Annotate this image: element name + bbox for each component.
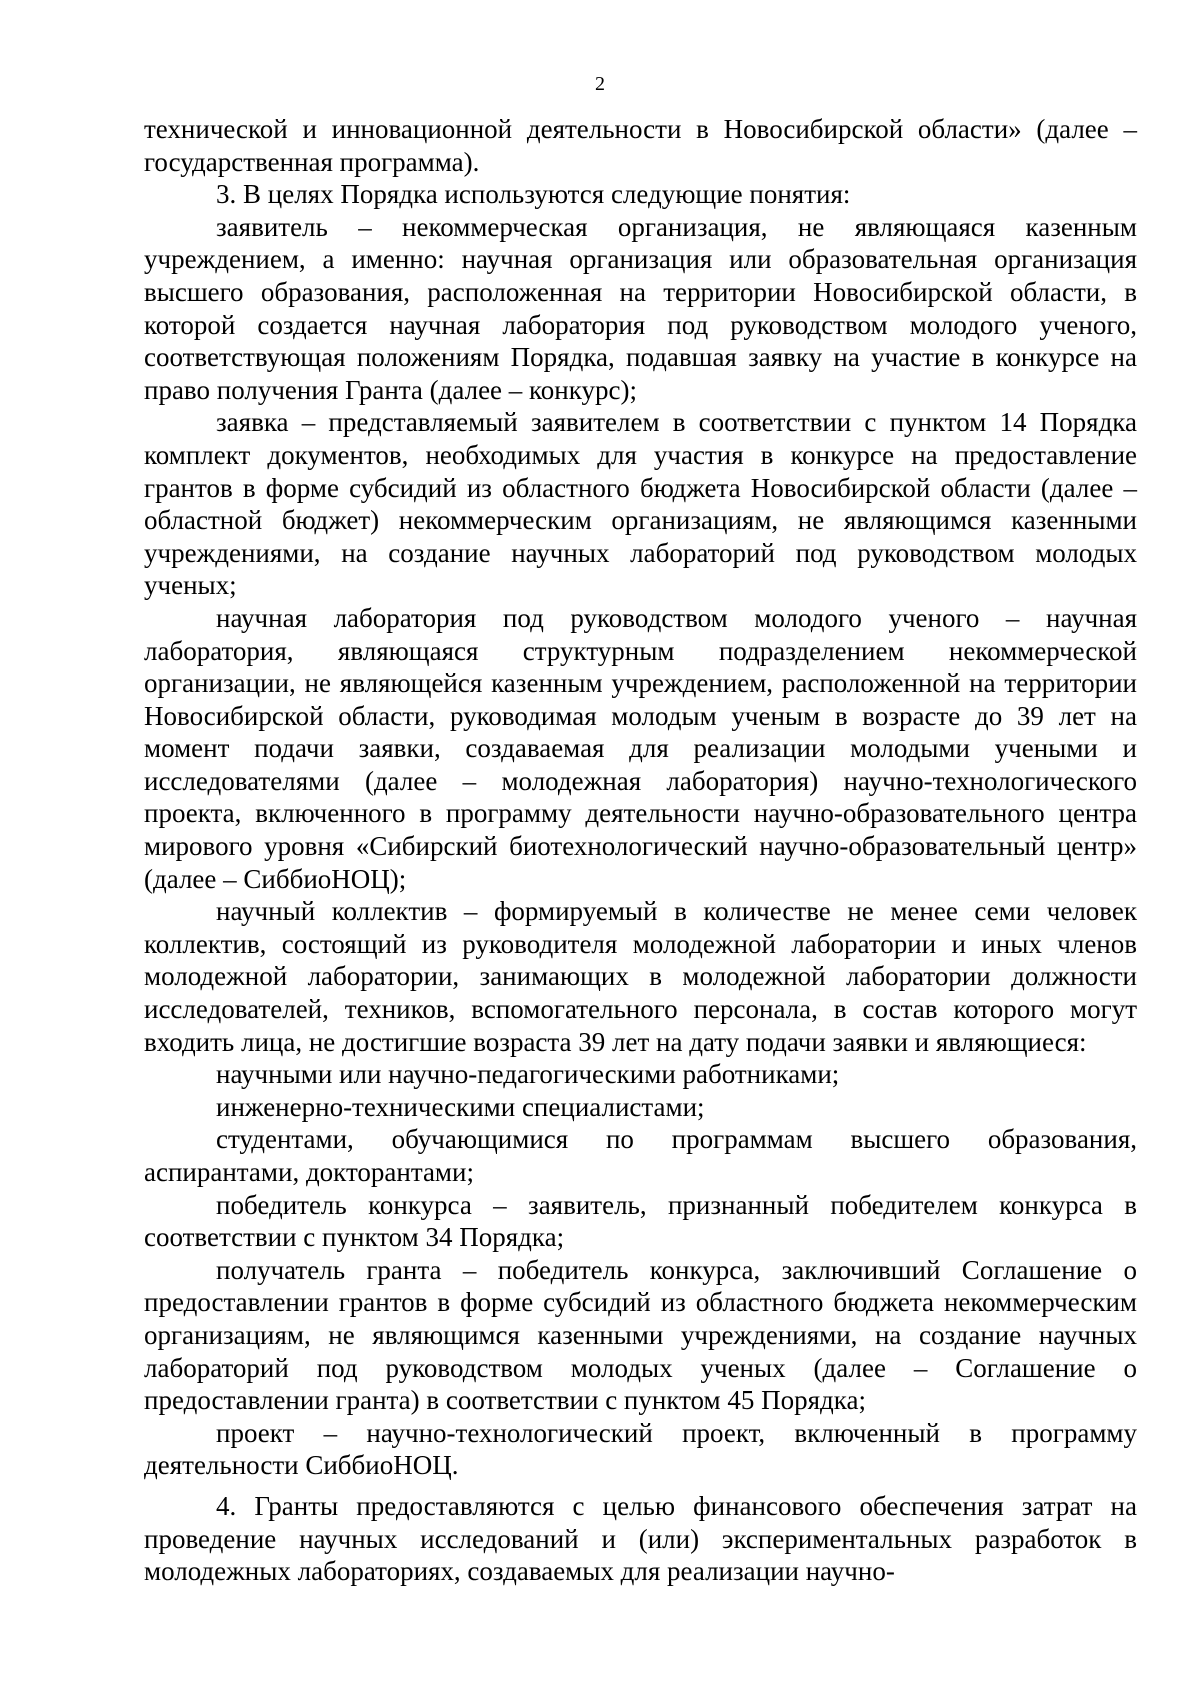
list-item-students: студентами, обучающимися по программам высшего образования, аспирантами, докторантами; — [144, 1124, 1137, 1187]
definition-application: заявка – представляемый заявителем в соответствии с пунктом 14 Порядка комплект документов, необходимых для участия в конкурсе на предоставление грантов в форме субсидий из областного бюджета Новосибирской области (далее – областной бюджет) некоммерческим организациям, не являющимся казенными учреждениями, на создание научных лабораторий под руководством молодых ученых; — [144, 407, 1137, 601]
list-item-researchers: научными или научно-педагогическими работниками; — [216, 1059, 840, 1090]
definition-youth-laboratory: научная лаборатория под руководством молодого ученого – научная лаборатория, являющаяся структурным подразделением некоммерческой организации, не являющейся казенным учреждением, расположенной на территории Новосибирской области, руководимая молодым ученым в возрасте до 39 лет на момент подачи заявки, создаваемая для реализации молодыми учеными и исследователями (далее – молодежная лаборатория) научно-технологического проекта, включенного в программу деятельности научно-образовательного центра мирового уровня «Сибирский биотехнологический научно-образовательный центр» (далее – СиббиоНОЦ); — [144, 602, 1137, 894]
page-number: 2 — [595, 73, 605, 95]
document-body — [144, 113, 1137, 1588]
paragraph-continuation: технической и инновационной деятельности в Новосибирской области» (далее – государственная программа). — [144, 114, 1137, 177]
definition-contest-winner: победитель конкурса – заявитель, признанный победителем конкурса в соответствии с пунктом 34 Порядка; — [144, 1189, 1137, 1253]
paragraph-item-4: 4. Гранты предоставляются с целью финансового обеспечения затрат на проведение научных исследований и (или) экспериментальных разработок в молодежных лабораториях, создаваемых для реализации научно- — [144, 1490, 1137, 1587]
definition-grant-recipient: получатель гранта – победитель конкурса, заключивший Соглашение о предоставлении грантов в форме субсидий из областного бюджета некоммерческим организациям, не являющимся казенными учреждениями, на создание научных лабораторий под руководством молодых ученых (далее – Соглашение о предоставлении гранта) в соответствии с пунктом 45 Порядка; — [144, 1254, 1137, 1416]
definition-research-team: научный коллектив – формируемый в количестве не менее семи человек коллектив, состоящий из руководителя молодежной лаборатории и иных членов молодежной лаборатории, занимающих в молодежной лаборатории должности исследователей, техников, вспомогательного персонала, в состав которого могут входить лица, не достигшие возраста 39 лет на дату подачи заявки и являющиеся: — [144, 896, 1137, 1057]
definition-applicant: заявитель – некоммерческая организация, не являющаяся казенным учреждением, а именно: научная организация или образовательная организация высшего образования, расположенная на территории Новосибирской области, в которой создается научная лаборатория под руководством молодого ученого, соответствующая положениям Порядка, подавшая заявку на участие в конкурсе на право получения Гранта (далее – конкурс); — [144, 211, 1137, 405]
list-item-engineers: инженерно-техническими специалистами; — [216, 1091, 705, 1122]
definition-project: проект – научно-технологический проект, включенный в программу деятельности СиббиоНОЦ. — [144, 1417, 1137, 1481]
paragraph-item-3: 3. В целях Порядка используются следующие понятия: — [216, 179, 851, 210]
